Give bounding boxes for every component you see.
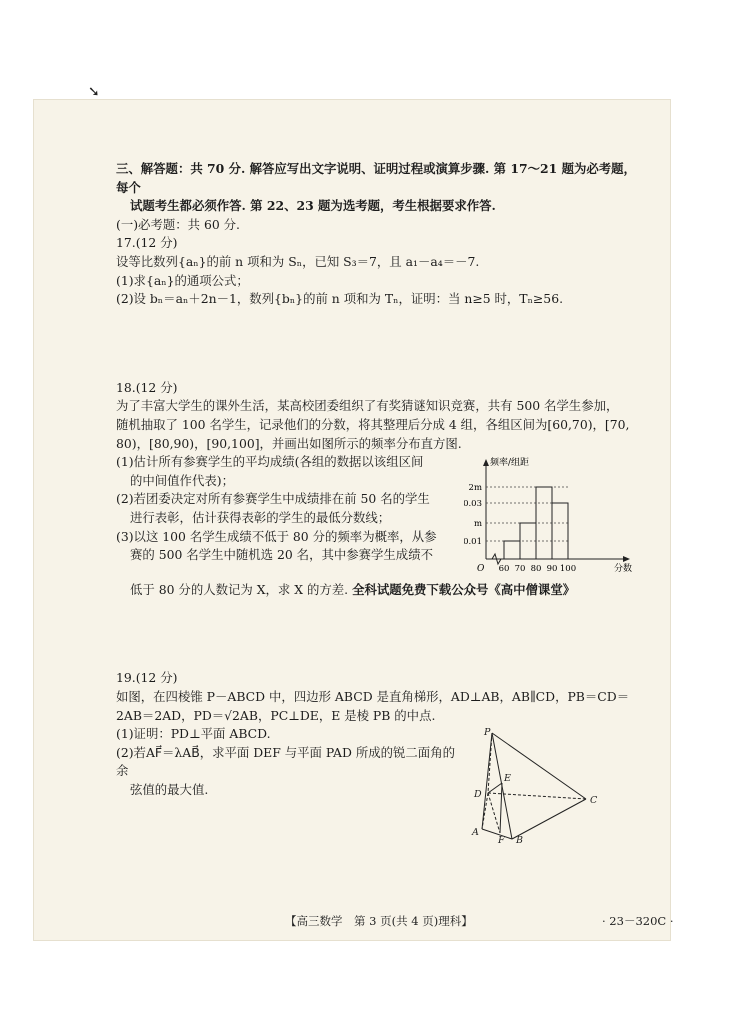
x-tick-label: 80 xyxy=(530,564,542,575)
x-axis-label: 分数 xyxy=(614,564,633,575)
q19-part1: (1)证明：PD⊥平面 ABCD. xyxy=(116,726,271,742)
y-axis-label: 频率/组距 xyxy=(490,458,530,469)
required-note: (一)必考题：共 60 分. xyxy=(116,216,240,232)
pyramid-diagram xyxy=(466,727,606,843)
q18-stem-2: 随机抽取了 100 名学生，记录他们的分数，将其整理后分成 4 组，各组区间为[60,70)，[70, xyxy=(116,416,630,432)
q18-head: 18.(12 分) xyxy=(116,379,178,395)
histogram-chart xyxy=(464,455,634,575)
q18-stem-1: 为了丰富大学生的课外生活，某高校团委组织了有奖猜谜知识竞赛，共有 500 名学生参加， xyxy=(116,398,619,414)
q18-part2-b: 进行表彰，估计获得表彰的学生的最低分数线； xyxy=(130,509,391,525)
x-tick-label: 60 xyxy=(498,564,510,575)
q17-head: 17.(12 分) xyxy=(116,235,178,251)
x-tick-label: 100 xyxy=(559,564,577,575)
histogram-bar xyxy=(504,541,520,559)
footer-page-info: 【高三数学 第 3 页(共 4 页)理科】 xyxy=(285,914,473,928)
q19-part2-b: 弦值的最大值. xyxy=(130,781,209,797)
section-title: 三、解答题：共 70 分. 解答应写出文字说明、证明过程或演算步骤. 第 17～21 题为必考题，每个 xyxy=(116,161,636,195)
q19-stem-2: 2AB＝2AD，PD＝√2AB，PC⊥DE，E 是棱 PB 的中点. xyxy=(116,707,436,723)
x-tick-label: 70 xyxy=(514,564,526,575)
q19-part2-a: (2)若AF⃗＝λAB⃗，求平面 DEF 与平面 PAD 所成的锐二面角的余 xyxy=(116,744,455,779)
q19-parts-row xyxy=(116,725,636,849)
q19-parts xyxy=(116,725,456,799)
origin-label: O xyxy=(477,564,485,575)
q18-part2-a: (2)若团委决定对所有参赛学生中成绩排在前 50 名的学生 xyxy=(116,491,430,507)
q17-part1: (1)求{aₙ}的通项公式； xyxy=(116,272,249,288)
vertex-label-a: A xyxy=(472,827,479,839)
q18-part3-c-row xyxy=(116,581,636,600)
y-tick-label: 2m xyxy=(468,483,482,494)
footer-code: · 23－320C · xyxy=(602,914,674,928)
x-tick-label: 90 xyxy=(546,564,558,575)
q19-stem-1: 如图，在四棱锥 P－ABCD 中，四边形 ABCD 是直角梯形，AD⊥AB，AB∥CD，PB＝CD＝ xyxy=(116,688,630,704)
q17-part2: (2)设 bₙ＝aₙ＋2n－1，数列{bₙ}的前 n 项和为 Tₙ，证明：当 n≥5 时，Tₙ≥56. xyxy=(116,291,564,307)
exam-content xyxy=(116,160,636,849)
q18-stem-3: 80)，[80,90)，[90,100]，并画出如图所示的频率分布直方图. xyxy=(116,435,462,451)
vertex-label-d: D xyxy=(474,789,482,801)
q17-stem: 设等比数列{aₙ}的前 n 项和为 Sₙ，已知 S₃＝7，且 a₁－a₄＝－7. xyxy=(116,253,480,269)
vertex-label-c: C xyxy=(590,795,598,807)
vertex-label-e: E xyxy=(504,773,511,785)
histogram-bar xyxy=(552,503,568,559)
y-tick-label: 0.01 xyxy=(464,537,482,548)
histogram-figure xyxy=(464,455,634,581)
q18-part1-b: 的中间值作代表)； xyxy=(130,472,234,488)
q18-part3-a: (3)以这 100 名学生成绩不低于 80 分的频率为概率，从参 xyxy=(116,528,437,544)
y-tick-label: 0.03 xyxy=(464,499,482,510)
q18-ad: 全科试题免费下载公众号《高中僧课堂》 xyxy=(352,581,576,597)
corner-mark: ➘ xyxy=(88,84,100,100)
vertex-label-p: P xyxy=(484,727,491,739)
q18-parts xyxy=(116,453,454,565)
y-tick-label: m xyxy=(473,519,482,530)
q18-parts-row xyxy=(116,453,636,581)
q19-head: 19.(12 分) xyxy=(116,670,178,686)
q18-part1-a: (1)估计所有参赛学生的平均成绩(各组的数据以该组区间 xyxy=(116,454,424,470)
section-title-cont: 试题考生都必须作答. 第 22、23 题为选考题，考生根据要求作答. xyxy=(130,198,496,214)
vertex-label-b: B xyxy=(516,835,523,844)
vertex-label-f: F xyxy=(498,835,505,844)
pyramid-figure xyxy=(466,727,606,849)
q18-part3-c: 低于 80 分的人数记为 X，求 X 的方差. xyxy=(130,581,349,597)
q18-part3-b: 赛的 500 名学生中随机选 20 名，其中参赛学生成绩不 xyxy=(130,547,433,563)
